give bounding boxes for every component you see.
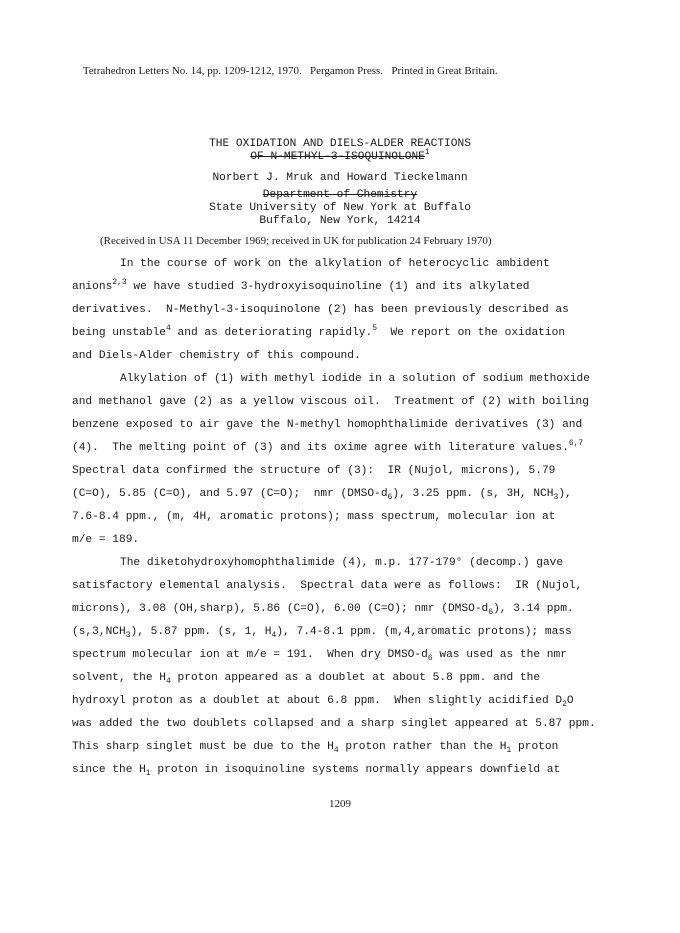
footnote-ref: 4 xyxy=(166,324,171,333)
p2-line-4: (4). The melting point of (3) and its oxime agree with literature values.$^{6,7}$ xyxy=(72,439,584,454)
p3-line-7: hydroxyl proton as a doublet at about 6.8 ppm. When slightly acidified $D_2O$ xyxy=(72,695,574,709)
running-header xyxy=(72,52,498,91)
university: State University of New York at Buffalo xyxy=(209,202,471,214)
p2-line-6: (C=O), 5.85 (C=O), and 5.97 (C=O); nmr $(DMSO-d_6)$, 3.25 ppm. (s, 3H, $NCH_3$), xyxy=(72,488,572,502)
p3-line-10: since the $H_1$ proton in isoquinoline systems normally appears downfield at xyxy=(72,764,561,778)
p3-line-8: was added the two doublets collapsed and a sharp singlet appeared at 5.87 ppm. xyxy=(72,718,596,730)
received-dates: (Received in USA 11 December 1969; received in UK for publication 24 February 1970) xyxy=(100,235,492,247)
p2-line-5: Spectral data confirmed the structure of (3): IR (Nujol, microns), 5.79 xyxy=(72,465,556,477)
p3-line-3: microns), 3.08 (OH,sharp), 5.86 (C=O), 6.00 (C=O); nmr $(DMSO-d_6)$, 3.14 ppm. xyxy=(72,603,574,617)
p1-line-1: In the course of work on the alkylation of heterocyclic ambident xyxy=(120,258,550,270)
department: Department of Chemistry xyxy=(262,189,418,201)
p2-line-7: 7.6-8.4 ppm., (m, 4H, aromatic protons); mass spectrum, molecular ion at xyxy=(72,511,556,523)
journal-citation: Tetrahedron Letters No. 14, pp. 1209-1212, 1970. xyxy=(82,65,302,77)
p3-line-9: This sharp singlet must be due to the $H_4$ proton rather than the $H_1$ proton xyxy=(72,741,559,755)
footnote-ref: 5 xyxy=(372,324,378,333)
authors: Norbert J. Mruk and Howard Tieckelmann xyxy=(212,172,468,184)
p3-line-4: $(s,3,NCH_3)$, 5.87 ppm. (s, 1, $H_4$), 7.4-8.1 ppm. (m,4,aromatic protons); mass xyxy=(72,626,572,640)
compound-name: OF N-METHYL-3-ISOQUINOLONE xyxy=(250,151,425,163)
printed-note: Printed in Great Britain. xyxy=(391,65,498,77)
p2-line-1: Alkylation of (1) with methyl iodide in a solution of sodium methoxide xyxy=(120,373,590,385)
title-line-1: THE OXIDATION AND DIELS-ALDER REACTIONS xyxy=(209,138,471,150)
p2-line-3: benzene exposed to air gave the N-methyl homophthalimide derivatives (3) and xyxy=(72,419,583,431)
footnote-ref: 2,3 xyxy=(112,278,127,287)
p2-line-8: m/e = 189. xyxy=(72,534,140,546)
p3-line-1: The diketohydroxyhomophthalimide (4), m.p. 177-179° (decomp.) gave xyxy=(120,557,564,569)
publisher: Pergamon Press. xyxy=(309,65,384,77)
footnote-ref: 1 xyxy=(424,148,430,157)
p1-line-4: being unstable$^4$ and as deteriorating rapidly.$^5$ We report on the oxidation xyxy=(72,324,566,339)
p1-line-5: and Diels-Alder chemistry of this compound. xyxy=(72,350,361,362)
p3-line-5: spectrum molecular ion at m/e = 191. When dry DMSO-$d_6$ was used as the nmr xyxy=(72,649,567,663)
p1-line-3: derivatives. N-Methyl-3-isoquinolone (2) has been previously described as xyxy=(72,304,569,316)
p3-line-6: solvent, the $H_4$ proton appeared as a doublet at about 5.8 ppm. and the xyxy=(72,672,541,686)
p3-line-2: satisfactory elemental analysis. Spectral data were as follows: IR (Nujol, xyxy=(72,580,583,592)
p2-line-2: and methanol gave (2) as a yellow viscous oil. Treatment of (2) with boiling xyxy=(72,396,589,408)
page-number: 1209 xyxy=(329,798,351,810)
title-line-2 xyxy=(0,148,680,164)
footnote-ref: 6,7 xyxy=(568,439,584,448)
p1-line-2: anions$^{2,3}$ we have studied 3-hydroxyisoquinoline (1) and its alkylated xyxy=(72,278,530,293)
city: Buffalo, New York, 14214 xyxy=(259,215,421,227)
